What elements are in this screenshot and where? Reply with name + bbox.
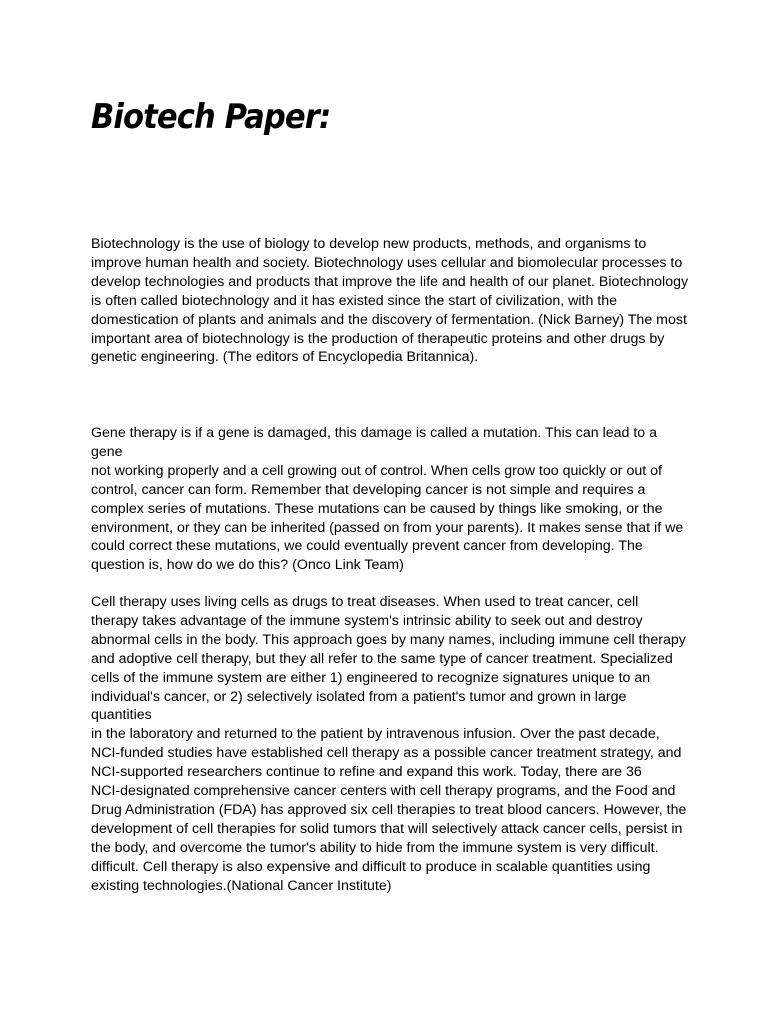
paragraph-cell-therapy: Cell therapy uses living cells as drugs to treat diseases. When used to treat cancer, cell therapy takes advantage of the immune system's intrinsic ability to seek out and destroy abnormal cells in the body. This approach goes by many names, including immune cell therapy and adoptive cell therapy, but they all refer to the same type of cancer treatment. Specialized cells of the immune system are either 1) engineered to recognize signatures unique to an individual's cancer, or 2) selectively isolated from a patient's tumor and grown in large quantities in the laboratory and returned to the patient by intravenous infusion. Over the past decade, NCI-funded studies have established cell therapy as a possible cancer treatment strategy, and NCI-supported researchers continue to refine and expand this work. Today, there are 36 NCI-designated comprehensive cancer centers with cell therapy programs, and the Food and Drug Administration (FDA) has approved six cell therapies to treat blood cancers. However, the development of cell therapies for solid tumors that will selectively attack cancer cells, persist in the body, and overcome the tumor's ability to hide from the immune system is very difficult. difficult. Cell therapy is also expensive and difficult to produce in scalable quantities using existing technologies.(National Cancer Institute) bbox=[91, 594, 687, 894]
paragraph-biotechnology: Biotechnology is the use of biology to develop new products, methods, and organisms to improve human health and society. Biotechnology uses cellular and biomolecular processes to develop technologies and products that improve the life and health of our planet. Biotechnology is often called biotechnology and it has existed since the start of civilization, with the domestication of plants and animals and the discovery of fermentation. (Nick Barney) The most important area of biotechnology is the production of therapeutic proteins and other drugs by genetic engineering. (The editors of Encyclopedia Britannica). bbox=[91, 236, 689, 366]
paragraph-gene-therapy: Gene therapy is if a gene is damaged, this damage is called a mutation. This can lead to a gene not working properly and a cell growing out of control. When cells grow too quickly or out of control, cancer can form. Remember that developing cancer is not simple and requires a complex series of mutations. These mutations can be caused by things like smoking, or the environment, or they can be inherited (passed on from your parents). It makes sense that if we could correct these mutations, we could eventually prevent cancer from developing. The question is, how do we do this? (Onco Link Team) bbox=[91, 425, 684, 574]
document-title: Biotech Paper: bbox=[91, 97, 331, 137]
